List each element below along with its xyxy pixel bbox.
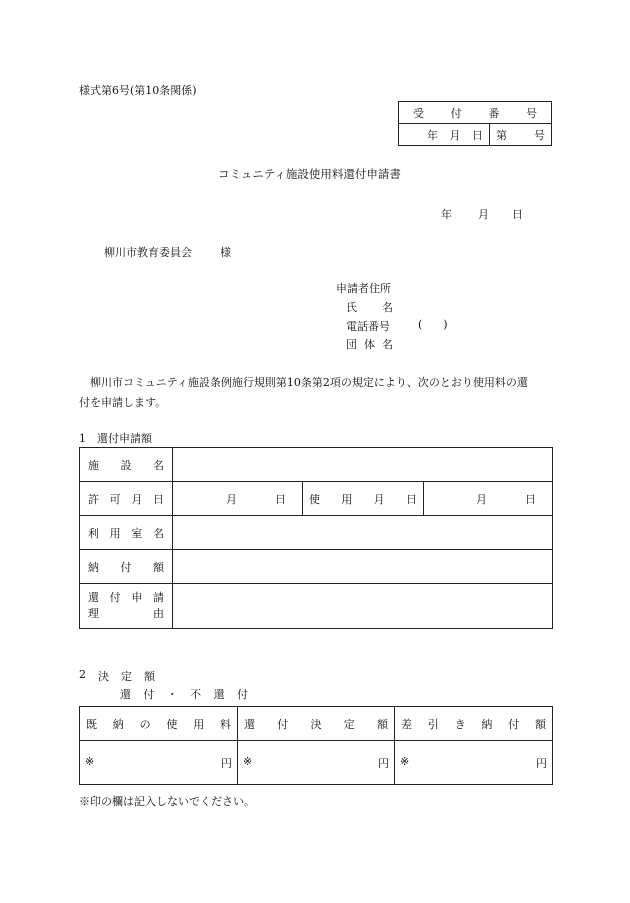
facility-label-char: 名: [153, 458, 164, 472]
header-char: 差: [401, 717, 412, 731]
refund-decision-value-cell[interactable]: [238, 741, 395, 785]
addressee-honorific: 様: [220, 246, 231, 259]
document-title: コミュニティ施設使用料還付申請書: [218, 167, 401, 181]
refund-decision-header: [238, 707, 395, 741]
facility-label-cell: [80, 448, 173, 482]
applicant-phone-paren: ( ): [418, 318, 448, 331]
room-label-char: 利: [88, 526, 99, 540]
receipt-date-cell: [399, 124, 490, 146]
header-char: の: [139, 717, 151, 731]
header-char: 定: [343, 717, 355, 731]
receipt-year-label: 年: [427, 128, 438, 142]
room-label-cell: [80, 516, 173, 550]
permit-month-label: 月: [226, 492, 237, 506]
use-date-value-cell[interactable]: [424, 482, 553, 516]
header-char: 料: [219, 717, 231, 731]
paid-value-cell[interactable]: [173, 550, 553, 584]
refund-option-char: 付: [236, 688, 248, 701]
balance-value-cell[interactable]: [395, 741, 553, 785]
receipt-dai-label: 第: [496, 128, 507, 142]
refund-request-table: [79, 447, 553, 629]
footnote: ※印の欄は記入しないでください。: [79, 795, 255, 808]
paid-label-char: 額: [153, 560, 164, 574]
reason-label-char: 申: [131, 591, 143, 604]
receipt-go-label: 号: [534, 128, 545, 142]
header-char: き: [454, 717, 466, 731]
room-label-char: 名: [152, 526, 164, 540]
yen-unit: 円: [378, 756, 389, 770]
mark-symbol: ※: [85, 754, 95, 768]
refund-option-char: 還: [120, 688, 131, 701]
permit-date-value-cell[interactable]: [173, 482, 303, 516]
section1-heading: 1 還付申請額: [79, 432, 152, 445]
use-month-label: 月: [476, 492, 488, 506]
date-day-label: 日: [512, 208, 523, 221]
use-label-char: 用: [341, 492, 353, 506]
applicant-group-label-3: 名: [382, 338, 393, 351]
section2-heading-char: 決: [98, 670, 109, 683]
permit-label-char: 日: [152, 492, 164, 506]
receipt-title-char: 番: [488, 106, 500, 120]
use-label-char: 月: [373, 492, 385, 506]
form-number: 様式第6号(第10条関係): [79, 84, 197, 97]
permit-date-row: [80, 482, 553, 516]
applicant-name-label-2: 名: [382, 301, 393, 314]
applicant-phone-label: 電話番号: [346, 320, 390, 333]
refund-option-char: 不: [190, 688, 202, 701]
decision-header-row: [80, 707, 553, 741]
room-row: [80, 516, 553, 550]
facility-label-char: 設: [120, 458, 132, 472]
applicant-address-label: 申請者住所: [336, 282, 391, 295]
facility-label-char: 施: [88, 458, 99, 472]
reason-label-cell: [80, 584, 173, 629]
receipt-number-title: [399, 102, 552, 124]
facility-value-cell[interactable]: [173, 448, 553, 482]
reason-value-cell[interactable]: [173, 584, 553, 629]
refund-option-char: ・: [166, 688, 178, 701]
addressee-name: 柳川市教育委員会: [104, 246, 192, 259]
permit-label-char: 可: [109, 492, 121, 506]
receipt-month-label: 月: [449, 128, 461, 142]
date-year-label: 年: [441, 208, 452, 221]
applicant-name-label-1: 氏: [346, 301, 357, 314]
header-char: 引: [427, 717, 439, 731]
body-text-line-2: 付を申請します。: [79, 396, 167, 409]
permit-label-char: 月: [131, 492, 143, 506]
permit-label-char: 許: [88, 492, 99, 506]
paid-amount-row: [80, 550, 553, 584]
section2-heading-char: 定: [121, 670, 132, 683]
receipt-day-label: 日: [472, 128, 483, 142]
header-char: 額: [534, 717, 546, 731]
reason-row: [80, 584, 553, 629]
room-value-cell[interactable]: [173, 516, 553, 550]
reason-label-char: 由: [153, 607, 164, 620]
paid-fee-value-cell[interactable]: [80, 741, 238, 785]
permit-day-label: 日: [275, 492, 286, 506]
header-char: 既: [86, 717, 97, 731]
section2-heading: [79, 668, 155, 684]
section2-heading-char: 額: [144, 670, 155, 683]
reason-label-char: 還: [88, 591, 99, 604]
header-char: 納: [112, 717, 124, 731]
room-label-char: 室: [131, 526, 143, 540]
reason-label-char: 付: [109, 591, 121, 604]
section2-heading-char: 2: [79, 668, 86, 681]
receipt-title-char: 付: [450, 106, 462, 120]
header-char: 納: [481, 717, 493, 731]
applicant-group-label-2: 体: [364, 338, 375, 351]
mark-symbol: ※: [400, 754, 410, 768]
decision-amount-table: [79, 706, 553, 785]
header-char: 額: [377, 717, 388, 731]
header-char: 使: [166, 717, 178, 731]
header-char: 還: [244, 717, 255, 731]
permit-date-label-cell: [80, 482, 173, 516]
reason-label-char: 理: [88, 607, 99, 620]
body-text-line-1: 柳川市コミュニティ施設条例施行規則第10条第2項の規定により、次のとおり使用料の還: [90, 376, 528, 389]
header-char: 決: [310, 717, 322, 731]
receipt-title-char: 受: [413, 106, 424, 120]
paid-label-char: 付: [120, 560, 132, 574]
use-label-char: 使: [309, 492, 320, 506]
yen-unit: 円: [221, 756, 232, 770]
mark-symbol: ※: [243, 754, 253, 768]
receipt-number-box: [398, 101, 552, 146]
refund-options[interactable]: [120, 686, 248, 702]
yen-unit: 円: [536, 756, 547, 770]
header-char: 用: [193, 717, 205, 731]
refund-option-char: 付: [143, 688, 155, 701]
paid-fee-header: [80, 707, 238, 741]
receipt-title-char: 号: [525, 106, 537, 120]
facility-row: [80, 448, 553, 482]
decision-value-row: [80, 741, 553, 785]
use-day-label: 日: [525, 492, 537, 506]
applicant-group-label-1: 団: [346, 338, 357, 351]
balance-header: [395, 707, 553, 741]
room-label-char: 用: [109, 526, 121, 540]
date-month-label: 月: [478, 208, 489, 221]
paid-label-cell: [80, 550, 173, 584]
refund-option-char: 還: [213, 688, 225, 701]
use-label-char: 日: [405, 492, 417, 506]
reason-label-char: 請: [152, 591, 164, 604]
header-char: 付: [508, 717, 520, 731]
paid-label-char: 納: [88, 560, 99, 574]
header-char: 付: [277, 717, 289, 731]
use-date-label-cell: [303, 482, 424, 516]
receipt-number-cell: [490, 124, 552, 146]
